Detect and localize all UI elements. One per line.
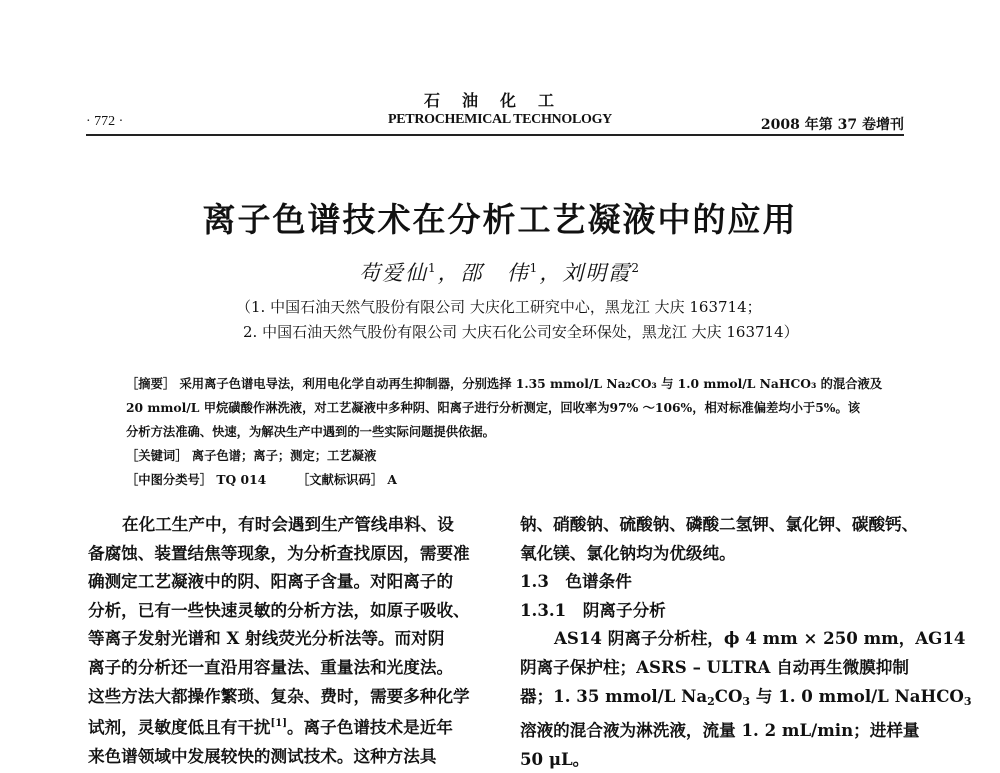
body-line [520, 682, 972, 717]
body-text: CO [714, 685, 743, 706]
body-line: 在化工生产中，有时会遇到生产管线串料、设 [122, 514, 454, 534]
journal-chinese-title: 石油化工 [423, 91, 576, 110]
header-rule [86, 134, 904, 136]
body-left-column [88, 510, 492, 770]
author-1-affil: 1 [428, 261, 438, 275]
keywords-label: ［关键词］ [126, 448, 188, 463]
body-line: 阴离子保护柱；ASRS – ULTRA 自动再生微膜抑制 [520, 656, 909, 677]
body-line: 钠、硝酸钠、硫酸钠、磷酸二氢钾、氯化钾、碳酸钙、 [520, 514, 919, 534]
body-text: 器；1. 35 mmol/L Na [520, 685, 708, 706]
abstract-text-1: 采用离子色谱电导法，利用电化学自动再生抑制器，分别选择 1.35 mmol/L Na₂CO₃ 与 1.0 mmol/L NaHCO₃ 的混合液及 [179, 376, 883, 391]
body-text: 与 1. 0 mmol/L NaHCO [750, 685, 964, 706]
abstract-line [126, 372, 883, 396]
body-text: 试剂，灵敏度低且有干扰 [88, 717, 271, 738]
author-3-affil: 2 [631, 261, 641, 275]
doc-code-label: ［文献标识码］ [303, 472, 384, 487]
page-number: · 772 · [86, 114, 124, 129]
author-2: 邵 伟 [460, 261, 530, 285]
author-sep: ， [539, 261, 563, 285]
issue-info: 2008 年第 37 卷增刊 [760, 117, 904, 133]
body-line: 离子的分析还一直沿用容量法、重量法和光度法。 [88, 656, 454, 677]
subscript: 3 [742, 694, 751, 708]
author-list [0, 257, 1000, 287]
abstract-label: ［摘要］ [126, 376, 176, 391]
body-line: AS14 阴离子分析柱，ϕ 4 mm × 250 mm，AG14 [554, 628, 966, 649]
citation-ref: [1] [270, 718, 287, 730]
abstract-block [126, 372, 883, 492]
abstract-text-3: 分析方法准确、快速，为解决生产中遇到的一些实际问题提供依据。 [126, 424, 495, 439]
abstract-text-2: 20 mmol/L 甲烷磺酸作淋洗液，对工艺凝液中多种阴、阳离子进行分析测定，回收率为97% ～106%，相对标准偏差均小于5%。该 [126, 400, 861, 415]
author-sep: ， [437, 261, 461, 285]
subscript: 3 [963, 694, 972, 708]
body-line: 溶液的混合液为淋洗液，流量 1. 2 mL/min；进样量 [520, 720, 920, 741]
keywords: 离子色谱；离子；测定；工艺凝液 [191, 448, 377, 463]
section-heading-1-3: 1.3 色谱条件 [520, 571, 632, 592]
section-heading-1-3-1: 1.3.1 阴离子分析 [520, 599, 666, 620]
keywords-line [126, 444, 876, 468]
body-line: 确测定工艺凝液中的阴、阳离子含量。对阳离子的 [88, 571, 454, 592]
article-title: 离子色谱技术在分析工艺凝液中的应用 [202, 200, 798, 239]
author-3: 刘明霞 [562, 261, 632, 285]
body-line: 这些方法大都操作繁琐、复杂、费时，需要多种化学 [88, 685, 470, 706]
body-line: 等离子发射光谱和 X 射线荧光分析法等。而对阴 [88, 628, 445, 649]
class-label: ［中图分类号］ [126, 472, 213, 487]
body-text: 。离子色谱技术是近年 [286, 717, 453, 738]
author-2-affil: 1 [529, 261, 540, 275]
body-right-column [520, 510, 972, 773]
body-line: 50 μL。 [520, 748, 590, 769]
affiliation-1: （1. 中国石油天然气股份有限公司 大庆化工研究中心，黑龙江 大庆 163714； [236, 298, 762, 316]
journal-english-title: PETROCHEMICAL TECHNOLOGY [388, 112, 612, 127]
author-1: 苟爱仙 [359, 261, 429, 285]
body-line: 分析，已有一些快速灵敏的分析方法，如原子吸收、 [88, 599, 470, 620]
classification-line [126, 468, 876, 492]
body-line: 来色谱领域中发展较快的测试技术。这种方法具 [88, 745, 437, 766]
affiliation-2: 2. 中国石油天然气股份有限公司 大庆石化公司安全环保处，黑龙江 大庆 163714） [243, 323, 799, 341]
body-line [88, 710, 492, 742]
subscript: 2 [707, 694, 715, 708]
body-line: 备腐蚀、装置结焦等现象，为分析查找原因，需要准 [88, 542, 470, 563]
doc-code-value: A [387, 472, 397, 487]
class-value: TQ 014 [216, 472, 267, 487]
body-line: 氧化镁、氯化钠均为优级纯。 [520, 542, 736, 563]
